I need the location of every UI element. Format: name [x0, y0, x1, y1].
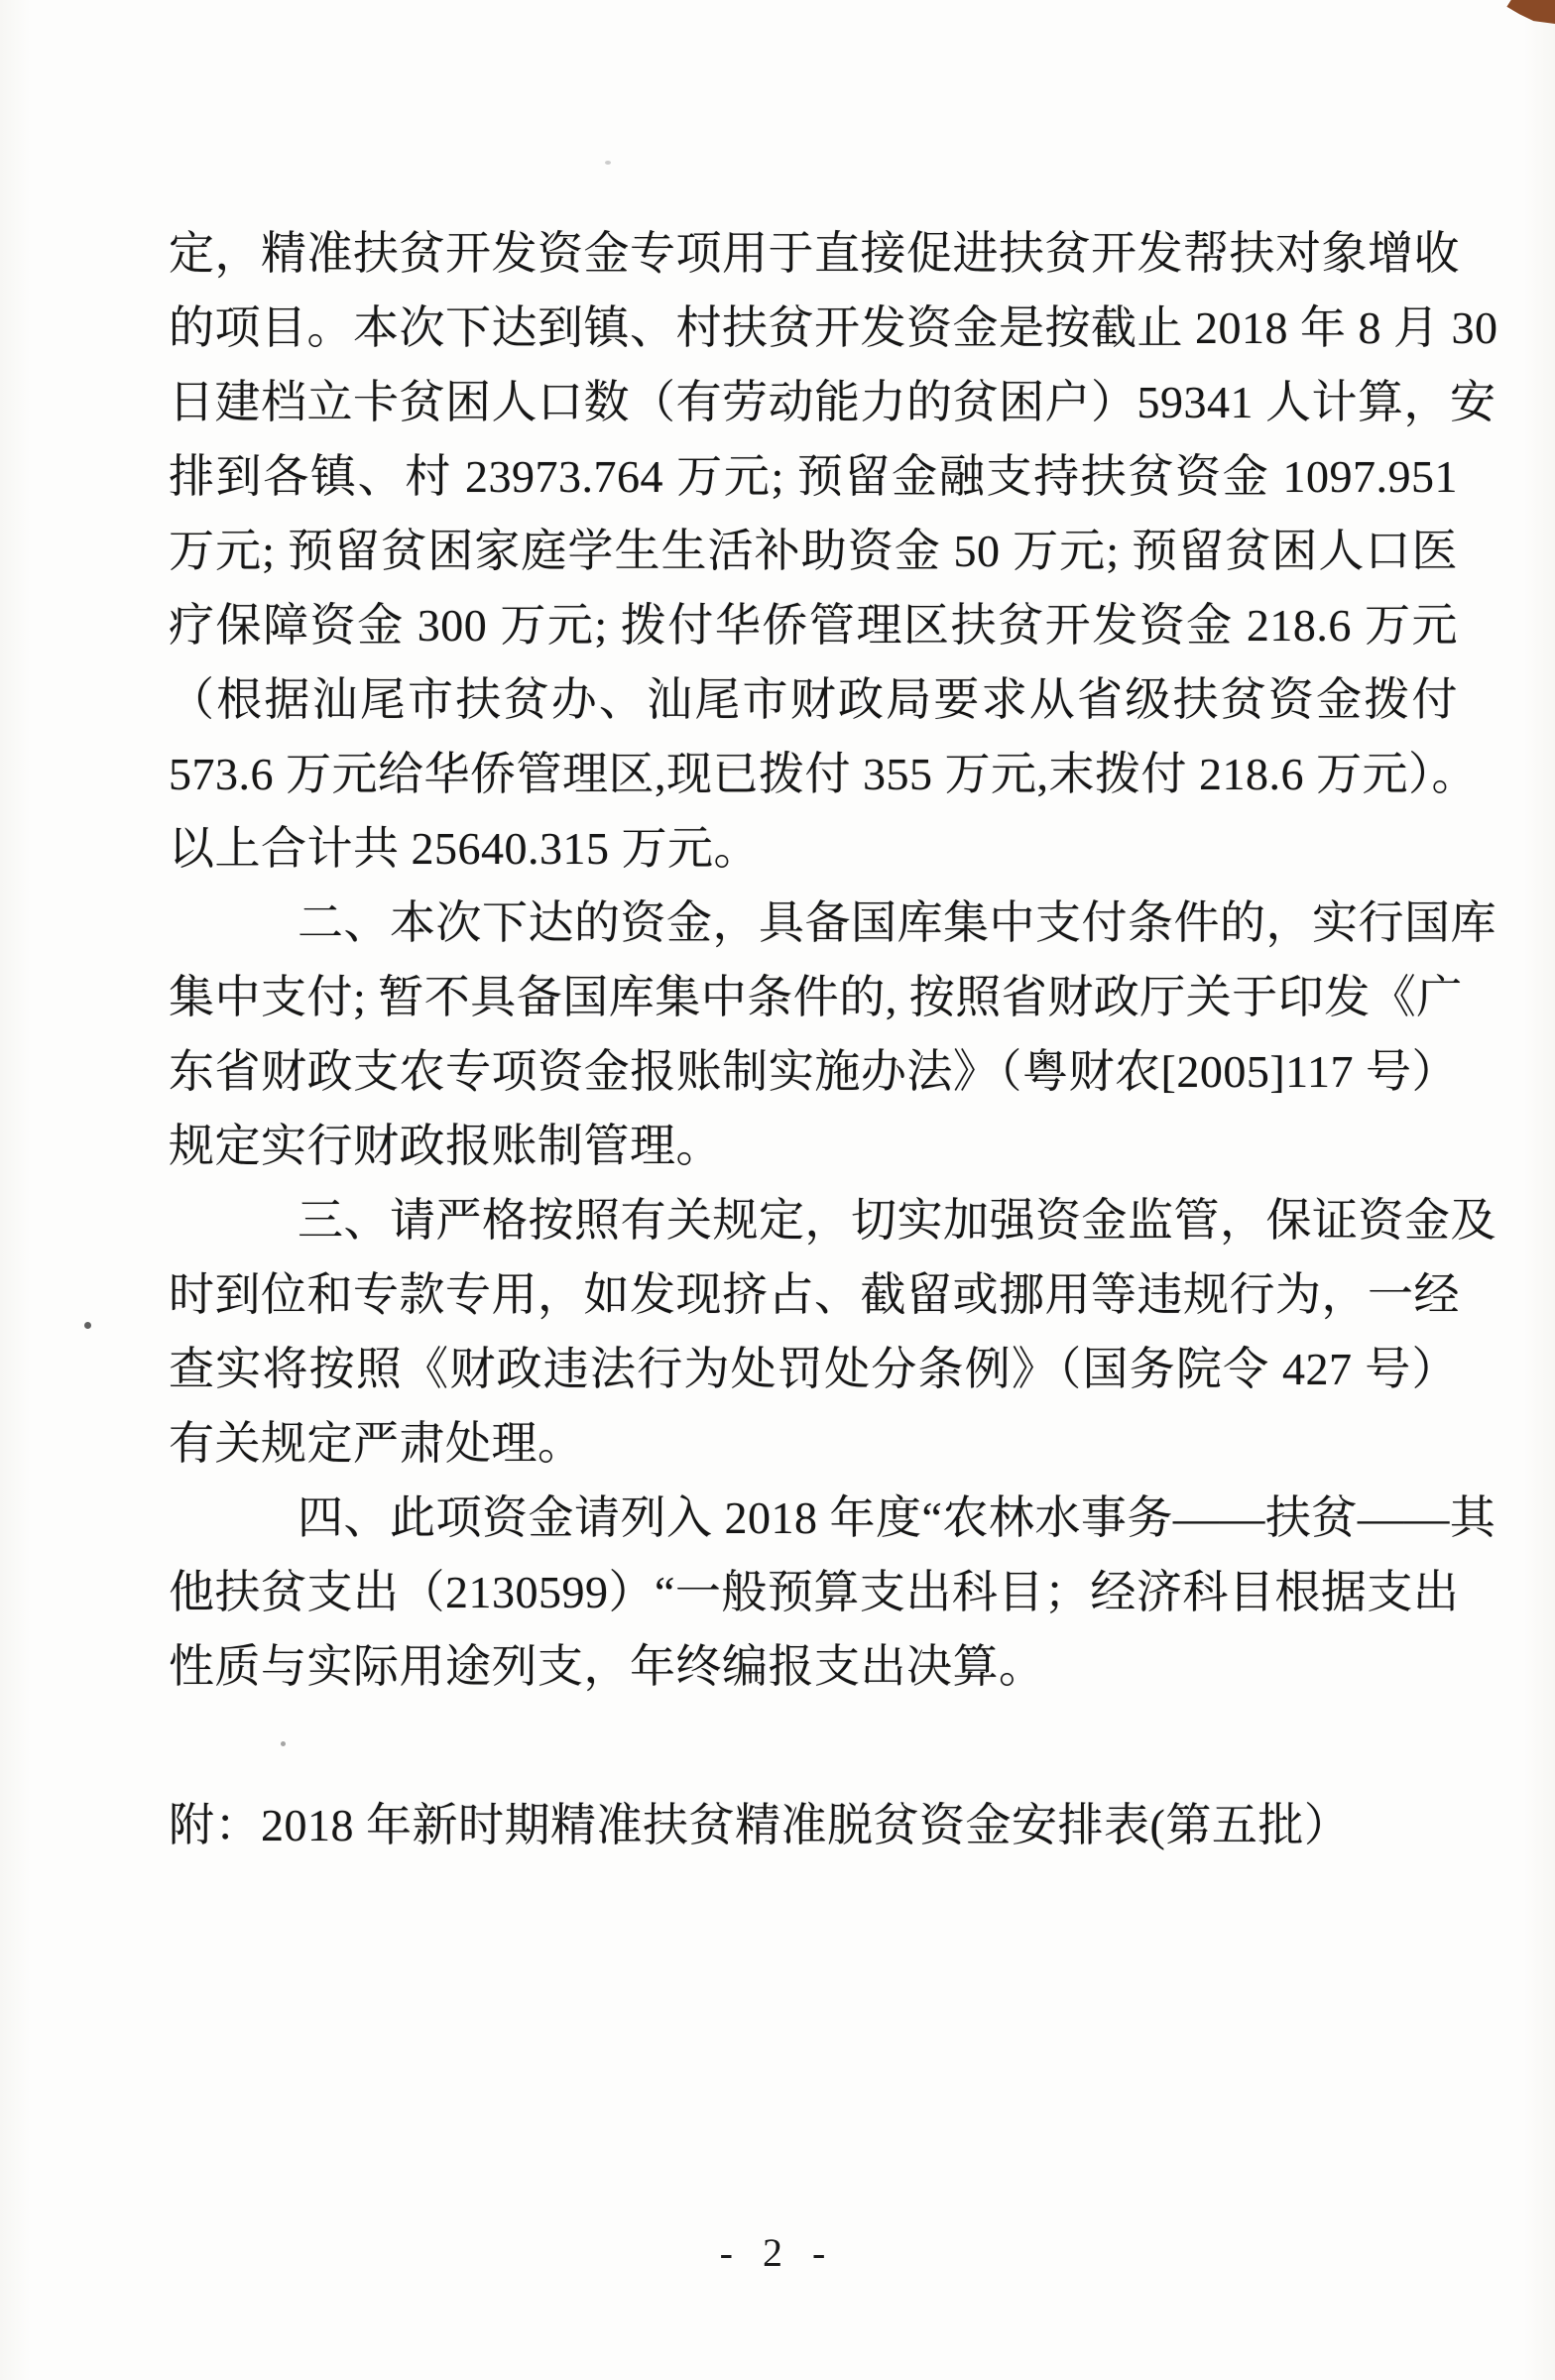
document-line: 规定实行财政报账制管理。: [169, 1121, 722, 1171]
document-line: 万元; 预留贫困家庭学生生活补助资金 50 万元; 预留贫困人口医: [169, 526, 1458, 576]
document-line: 有关规定严肃处理。: [169, 1418, 584, 1469]
document-line: 排到各镇、村 23973.764 万元; 预留金融支持扶贫资金 1097.951: [169, 451, 1458, 502]
document-line-paragraph-3-start: 三、请严格按照有关规定，切实加强资金监管，保证资金及: [298, 1195, 1496, 1246]
scan-speck: [84, 1322, 91, 1329]
document-line: 时到位和专款专用，如发现挤占、截留或挪用等违规行为，一经: [169, 1269, 1460, 1320]
document-line: 以上合计共 25640.315 万元。: [169, 823, 760, 874]
document-line: 日建档立卡贫困人口数（有劳动能力的贫困户）59341 人计算，安: [169, 377, 1496, 427]
document-line: 的项目。本次下达到镇、村扶贫开发资金是按截止 2018 年 8 月 30: [169, 302, 1498, 353]
document-line: 性质与实际用途列支，年终编报支出决算。: [169, 1641, 1045, 1692]
page-number: - 2 -: [719, 2230, 836, 2275]
attachment-note: 附：2018 年新时期精准扶贫精准脱贫资金安排表(第五批）: [169, 1800, 1351, 1850]
document-body: [169, 216, 1498, 1862]
document-line: 东省财政支农专项资金报账制实施办法》（粤财农[2005]117 号）: [169, 1046, 1458, 1097]
document-line: （根据汕尾市扶贫办、汕尾市财政局要求从省级扶贫资金拨付: [169, 674, 1458, 725]
scan-artifact-corner: [1501, 0, 1555, 24]
document-line: 他扶贫支出（2130599）“一般预算支出科目；经济科目根据支出: [169, 1567, 1460, 1617]
document-line: 集中支付; 暂不具备国库集中条件的, 按照省财政厅关于印发《广: [169, 972, 1463, 1022]
document-line: 疗保障资金 300 万元; 拨付华侨管理区扶贫开发资金 218.6 万元: [169, 600, 1458, 651]
document-line: 查实将按照《财政违法行为处罚处分条例》（国务院令 427 号）: [169, 1344, 1458, 1394]
document-line-paragraph-4-start: 四、此项资金请列入 2018 年度“农林水事务——扶贫——其: [298, 1492, 1496, 1543]
document-line-paragraph-2-start: 二、本次下达的资金，具备国库集中支付条件的，实行国库: [298, 897, 1496, 948]
scan-speck: [605, 161, 611, 165]
document-line: 定，精准扶贫开发资金专项用于直接促进扶贫开发帮扶对象增收: [169, 228, 1460, 279]
document-line: 573.6 万元给华侨管理区,现已拨付 355 万元,末拨付 218.6 万元）。: [169, 749, 1478, 799]
